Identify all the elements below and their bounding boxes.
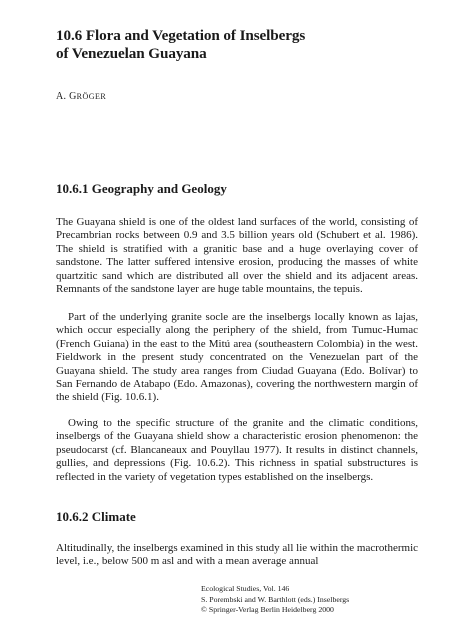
paragraph-geography-3: Owing to the specific structure of the granite and the climatic conditions, inselbergs of the Guayana shield show a characteristic erosion phenomenon: the pseudocarst (cf. Blancaneaux and Pouyllau 1977). It results in distinct channels, gullies, and depressions (Fig. 10.6.2). This richness in spatial substructures is reflected in the variety of vegetation types established on the inselbergs. <box>56 417 418 483</box>
paragraph-climate-1: Altitudinally, the inselbergs examined in this study all lie within the macrothermic level, i.e., below 500 m asl and with a mean average annual <box>56 542 419 568</box>
chapter-title-line-2: of Venezuelan Guayana <box>56 45 207 62</box>
publication-footer <box>201 584 349 616</box>
section-heading-climate: 10.6.2 Climate <box>56 509 136 524</box>
paragraph-geography-2: Part of the underlying granite socle are the inselbergs locally known as lajas, which occur especially along the periphery of the shield, from Tumuc-Humac (French Guiana) in the east to the Mitú area (southeastern Colombia) in the west. Fieldwork in the present study concentrated on the Venezuelan part of the Guayana shield. The study area ranges from Ciudad Guayana (Edo. Bolívar) to San Fernando de Atabapo (Edo. Amazonas), covering the northwestern margin of the shield (Fig. 10.6.1). <box>56 311 418 404</box>
footer-series: Ecological Studies, Vol. 146 <box>201 584 290 593</box>
paragraph-geography-1: The Guayana shield is one of the oldest land surfaces of the world, consisting of Precambrian rocks between 0.9 and 3.5 billion years old (Schubert et al. 1986). The shield is stratified with a granitic base and a huge overlaying cover of sandstone. The latter suffered intensive erosion, producing the masses of white quartzitic sand which are distributed all over the shield and its adjacent areas. Remnants of the sandstone layer are huge table mountains, the tepuis. <box>56 216 418 296</box>
chapter-title-line-1: 10.6 Flora and Vegetation of Inselbergs <box>56 27 306 44</box>
footer-copyright: © Springer-Verlag Berlin Heidelberg 2000 <box>201 605 334 615</box>
page <box>56 0 418 632</box>
footer-editors: S. Porembski and W. Barthlott (eds.) Inselbergs <box>201 594 350 604</box>
chapter-title <box>56 27 418 63</box>
author-surname: RÖGER <box>76 92 107 101</box>
author-initial: A. G <box>56 91 77 102</box>
section-heading-geography: 10.6.1 Geography and Geology <box>56 181 227 196</box>
author-name <box>56 91 106 103</box>
